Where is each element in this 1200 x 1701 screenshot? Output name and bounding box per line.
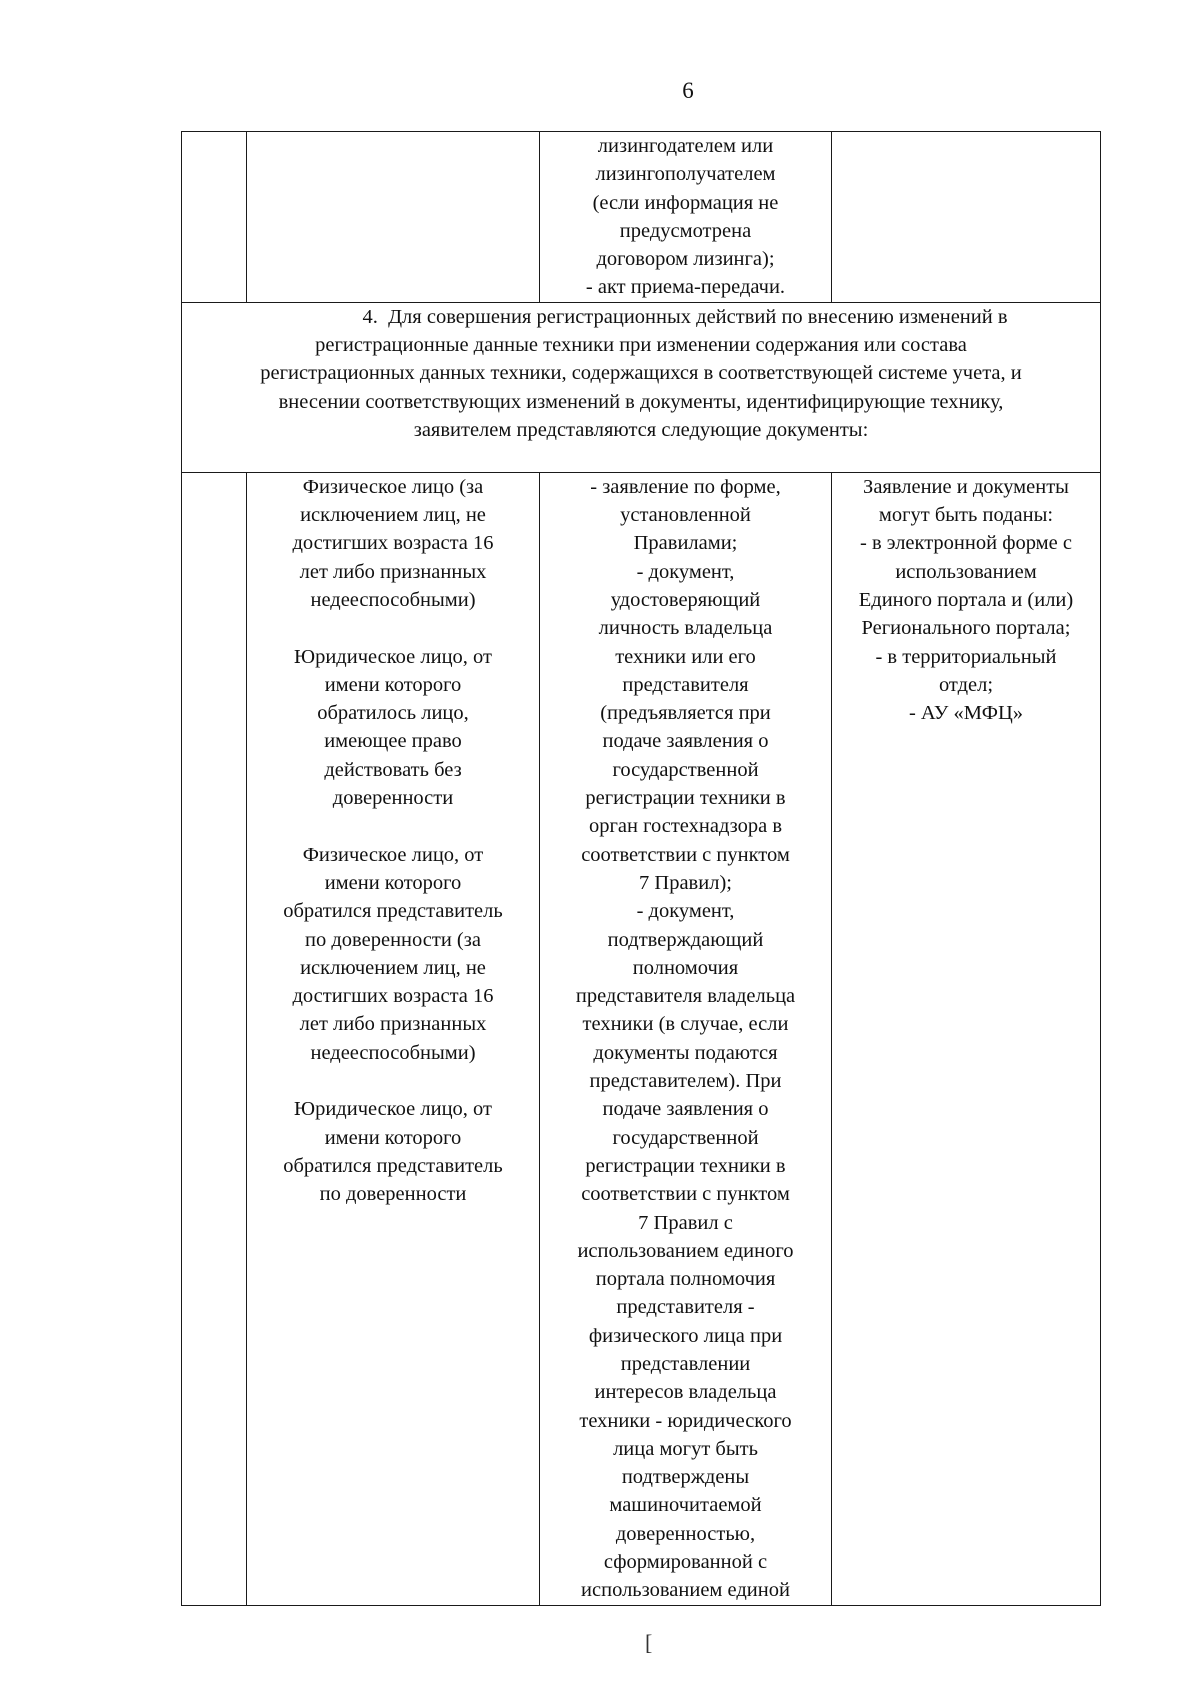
scan-mark: [ [645,1630,653,1655]
section-header-text [186,303,1096,444]
submission-text: Заявление и документы могут быть поданы: - в электронной форме с использованием Единого портала и (или) Регионального портала; - в территориальный отдел; - АУ «МФЦ» [858,475,1074,725]
table-cell-applicants [247,472,540,1605]
applicant-physical-person: Физическое лицо (за исключением лиц, не достигших возраста 16 лет либо признанных недееспособными) [292,475,494,611]
documents-text: лизингодателем или лизингополучателем (если информация не предусмотрена договором лизинга); - акт приема-передачи. [585,135,786,299]
table-cell-empty [247,132,540,303]
section-header-cell [182,302,1101,472]
table-row-section-header [182,302,1101,472]
applicant-legal-entity: Юридическое лицо, от имени которого обратилось лицо, имеющее право действовать без доверенности [294,645,492,810]
documents-text: - заявление по форме, установленной Правилами; - документ, удостоверяющий личность владельца техники или его представителя (предъявляется при подаче заявления о государственной регистрации техники в орган гостехнадзора в соответствии с пунктом 7 Правил); - документ, подтверждающий полномочия представителя владельца техники (в случае, если документы подаются представителем). При подаче заявления о государственной регистрации техники в соответствии с пунктом 7 Правил с использованием единого портала полномочия представителя - физического лица при представлении интересов владельца техники - юридического лица могут быть подтверждены машиночитаемой доверенностью, сформированной с использованием единой [575,475,796,1602]
page-number: 6 [682,78,694,103]
section-number: 4. [362,305,378,328]
table-cell-empty [832,132,1101,303]
applicant-legal-entity-representative: Юридическое лицо, от имени которого обратился представитель по доверенности [283,1098,503,1206]
table-row [182,132,1101,303]
table-cell-submission [832,472,1101,1605]
applicant-physical-person-representative: Физическое лицо, от имени которого обратился представитель по доверенности (за исключением лиц, не достигших возраста 16 лет либо признанных недееспособными) [283,843,503,1064]
table-cell-documents [540,472,832,1605]
section-title: Для совершения регистрационных действий по внесению изменений в регистрационные данные техники при изменении содержания или состава регистрационных данных техники, содержащихся в соответствующей системе учета, и внесении соответствующих изменений в документы, идентифицирующие технику, заявителем представляются следующие документы: [260,305,1022,441]
table-cell-empty [182,472,247,1605]
table-row [182,472,1101,1605]
table-cell-empty [182,132,247,303]
documents-table [181,131,1101,1606]
table-cell-documents [540,132,832,303]
